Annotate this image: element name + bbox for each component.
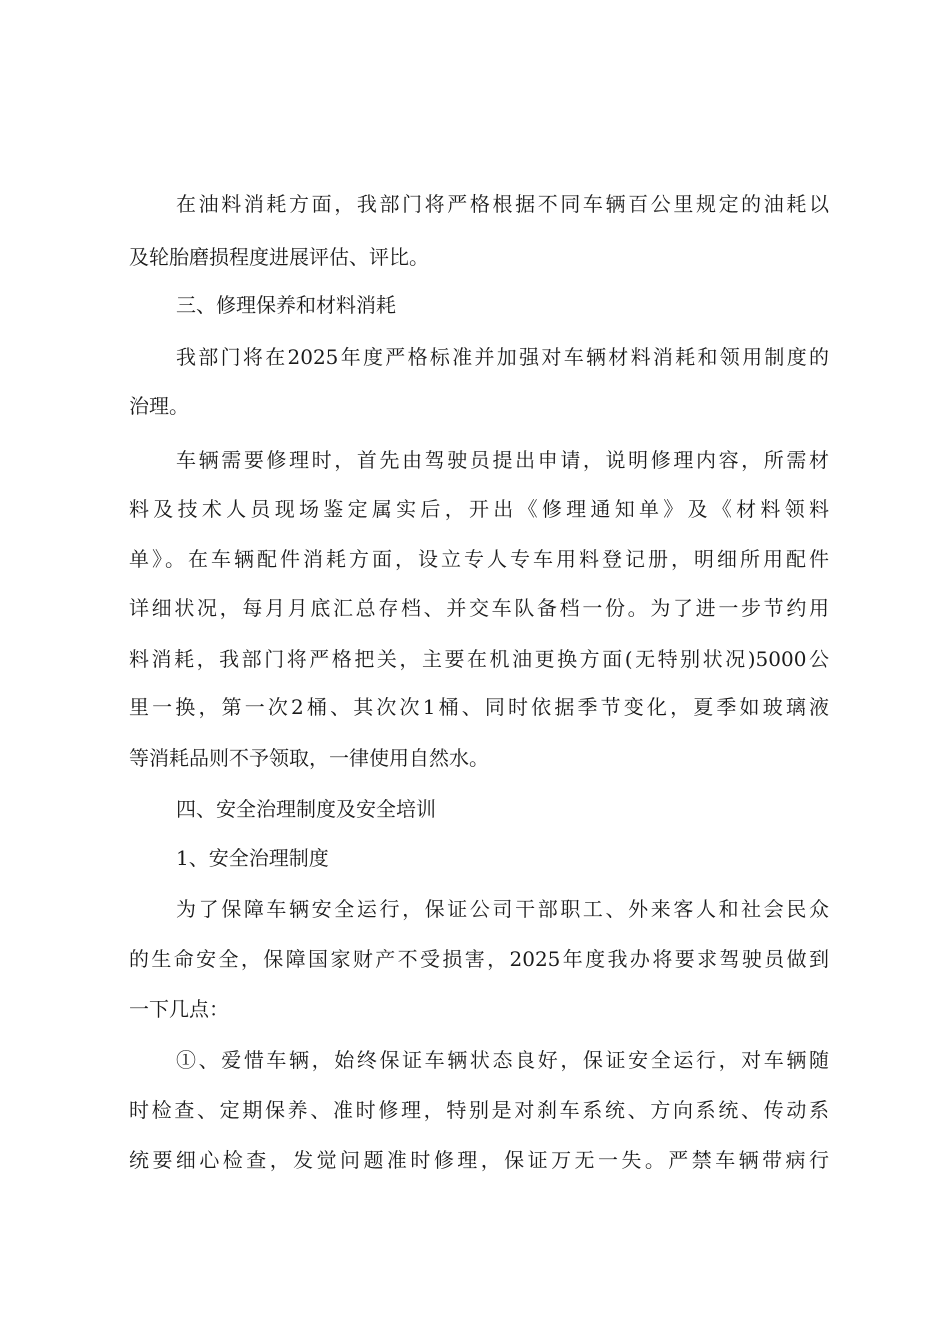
paragraph-line: 详细状况，每月月底汇总存档、并交车队备档一份。为了进一步节约用 [129, 596, 829, 620]
paragraph-line: 车辆需要修理时，首先由驾驶员提出申请，说明修理内容，所需材 [176, 448, 829, 472]
paragraph-line: 等消耗品则不予领取，一律使用自然水。 [129, 746, 489, 770]
paragraph-line: 料及技术人员现场鉴定属实后，开出《修理通知单》及《材料领料 [129, 497, 829, 521]
list-item-line: ①、爱惜车辆，始终保证车辆状态良好，保证安全运行，对车辆随 [176, 1048, 829, 1072]
paragraph-line: 一下几点： [129, 997, 229, 1021]
paragraph-line: 及轮胎磨损程度进展评估、评比。 [129, 245, 429, 269]
subsection-heading: 1、安全治理制度 [176, 846, 329, 870]
list-item-line: 统要细心检查，发觉问题准时修理，保证万无一失。严禁车辆带病行 [129, 1148, 829, 1172]
section-heading: 三、修理保养和材料消耗 [176, 293, 396, 317]
paragraph-line: 单》。在车辆配件消耗方面，设立专人专车用料登记册，明细所用配件 [129, 547, 829, 571]
paragraph-line: 治理。 [129, 394, 189, 418]
paragraph-line: 的生命安全，保障国家财产不受损害，2025年度我办将要求驾驶员做到 [129, 947, 829, 971]
section-heading: 四、安全治理制度及安全培训 [176, 797, 436, 821]
paragraph-line: 我部门将在2025年度严格标准并加强对车辆材料消耗和领用制度的 [176, 345, 829, 369]
paragraph-line: 在油料消耗方面，我部门将严格根据不同车辆百公里规定的油耗以 [176, 192, 829, 216]
paragraph-line: 料消耗，我部门将严格把关，主要在机油更换方面(无特别状况)5000公 [129, 647, 829, 671]
paragraph-line: 里一换，第一次2桶、其次次1桶、同时依据季节变化，夏季如玻璃液 [129, 695, 829, 719]
list-item-line: 时检查、定期保养、准时修理，特别是对刹车系统、方向系统、传动系 [129, 1098, 829, 1122]
paragraph-line: 为了保障车辆安全运行，保证公司干部职工、外来客人和社会民众 [176, 897, 829, 921]
